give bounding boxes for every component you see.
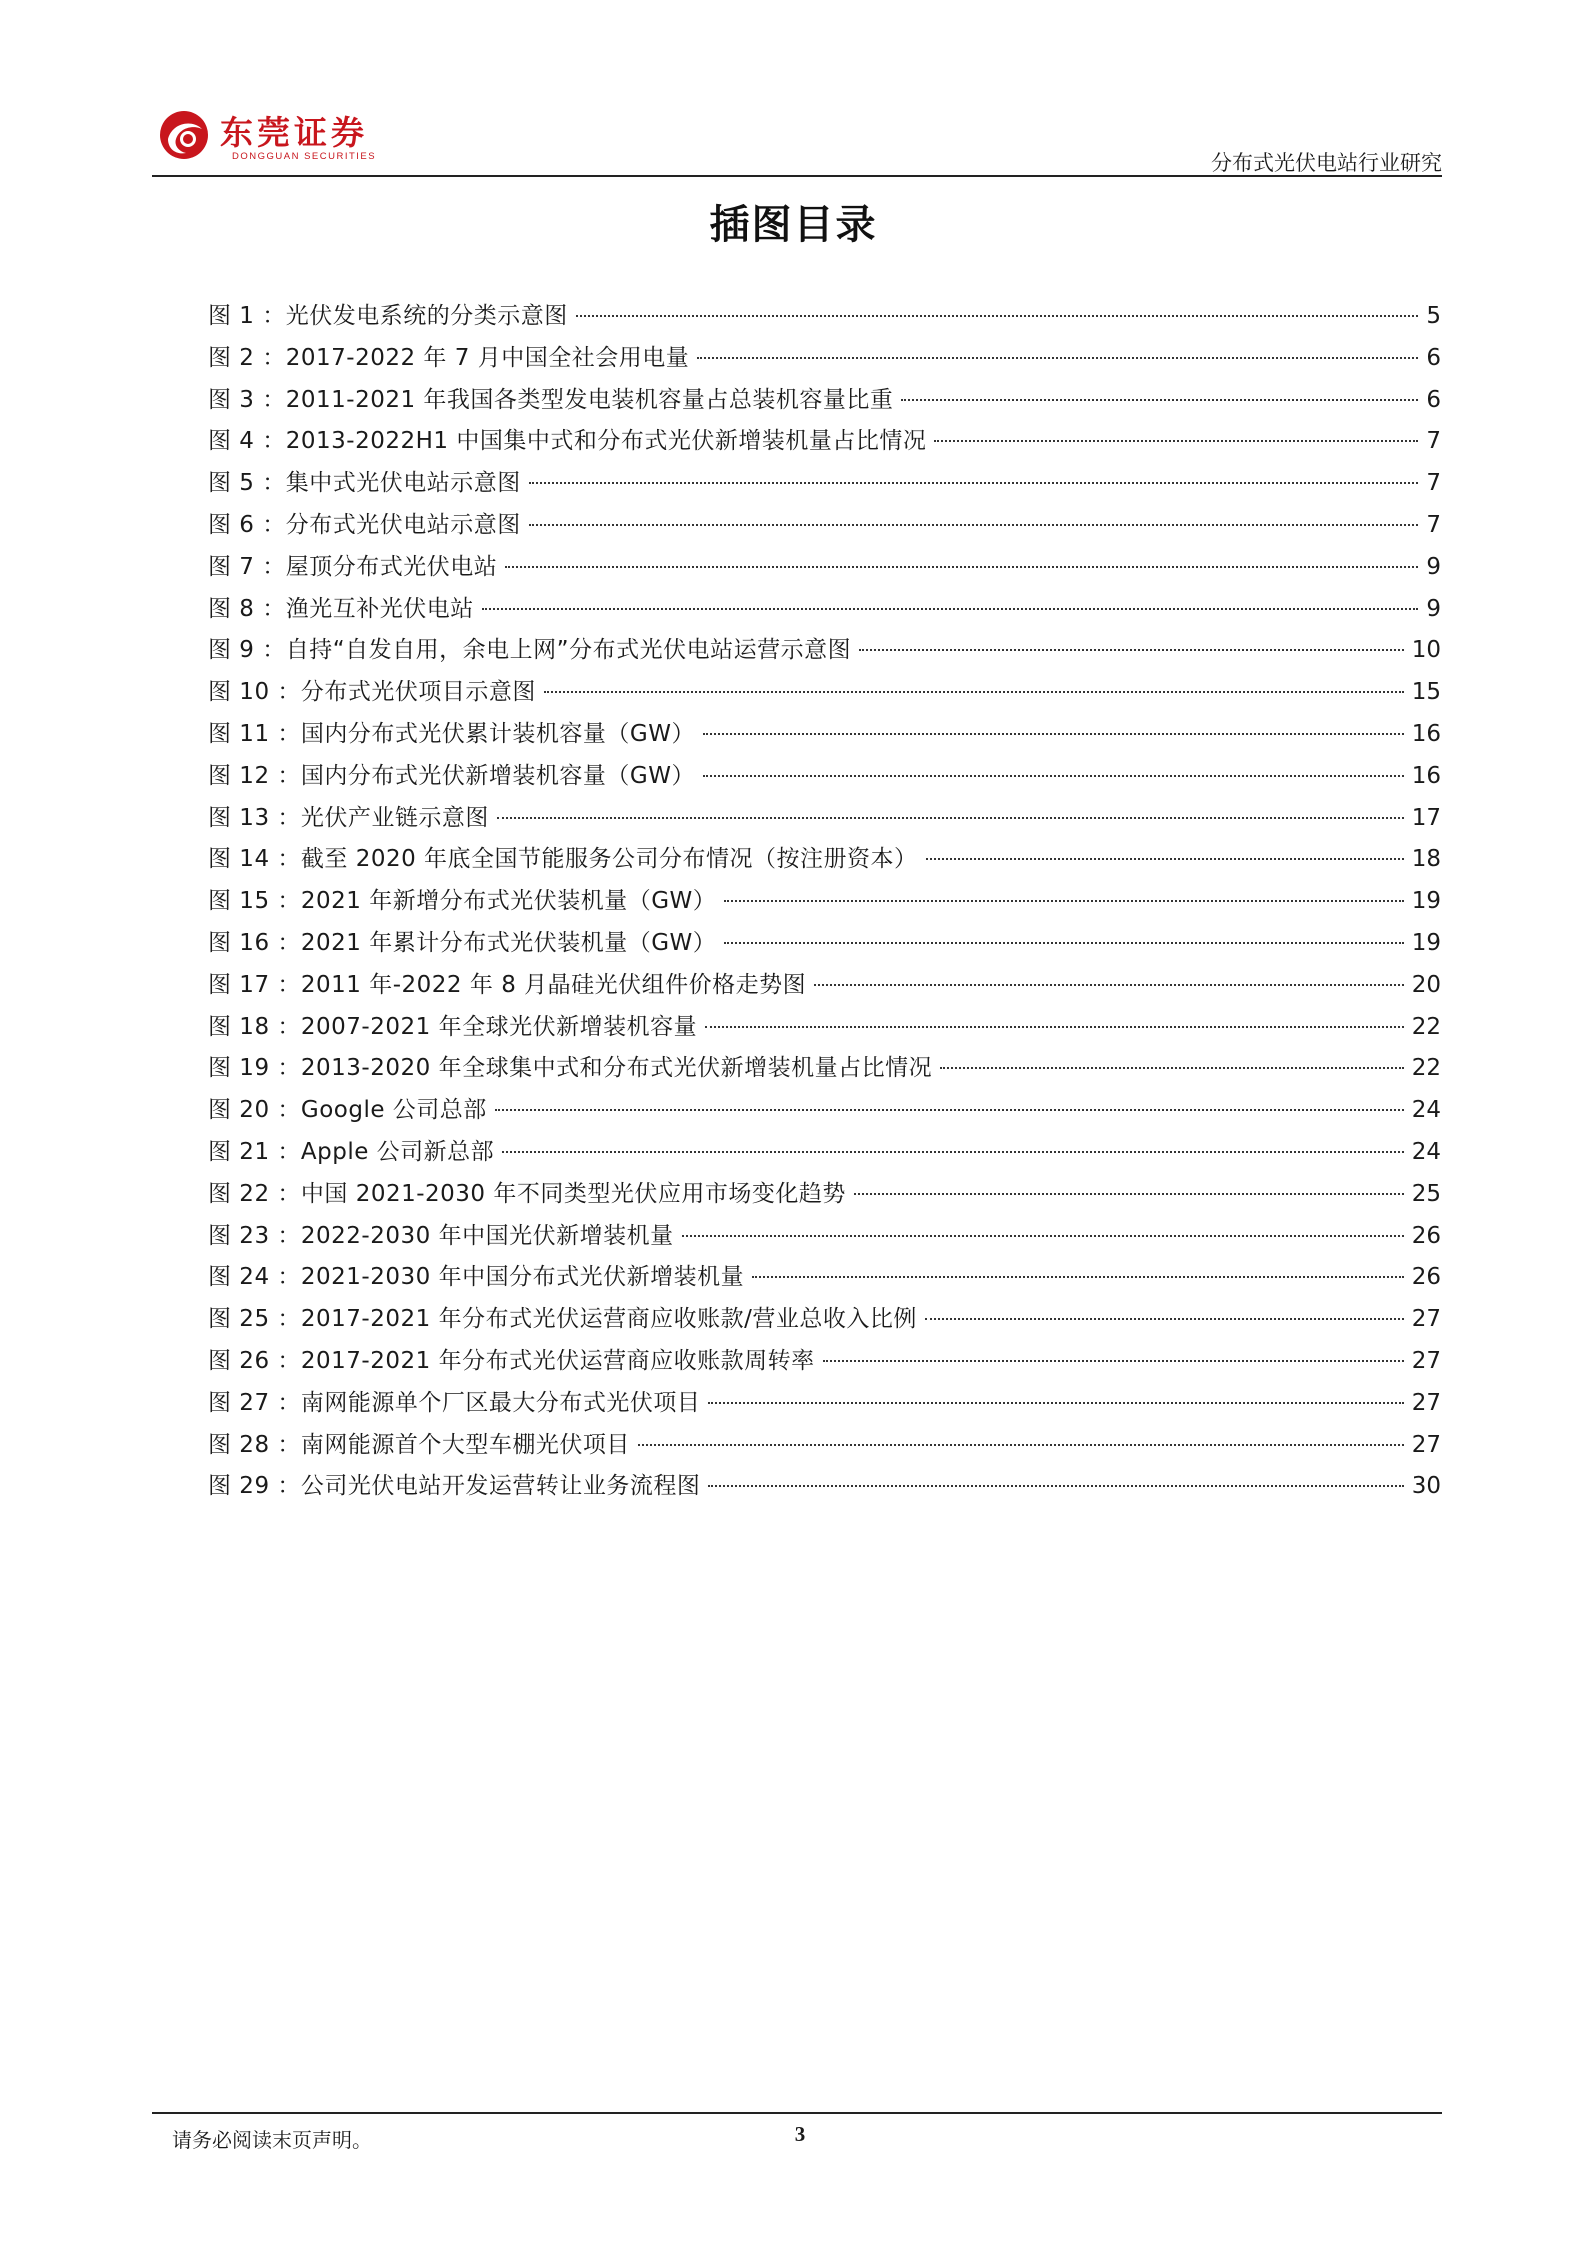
toc-entry-page-number[interactable]: 22 [1411,1055,1441,1082]
dot-leader [724,899,1403,902]
toc-entry[interactable] [208,421,1441,463]
dot-leader [544,690,1404,693]
toc-entry-label[interactable]: 图 20 ：Google 公司总部 [208,1097,487,1124]
toc-entry-page-number[interactable]: 19 [1411,888,1441,915]
toc-entry[interactable] [208,714,1441,756]
dot-leader [576,314,1419,317]
dot-leader [752,1275,1404,1278]
page-title: 插图目录 [709,202,878,248]
toc-entry[interactable] [208,547,1441,589]
dot-leader [638,1443,1404,1446]
toc-entry-label[interactable]: 图 29 ：公司光伏电站开发运营转让业务流程图 [208,1473,701,1500]
toc-entry-label[interactable]: 图 2 ：2017-2022 年 7 月中国全社会用电量 [208,344,690,371]
toc-entry[interactable] [208,672,1441,714]
dot-leader [502,1150,1404,1153]
dot-leader [703,774,1404,777]
toc-entry-label[interactable]: 图 24 ：2021-2030 年中国分布式光伏新增装机量 [208,1264,745,1291]
toc-entry-label[interactable]: 图 11 ：国内分布式光伏累计装机容量（GW） [208,720,695,747]
dot-leader [934,439,1418,442]
dot-leader [926,857,1404,860]
toc-entry-label[interactable]: 图 5 ：集中式光伏电站示意图 [208,470,521,497]
toc-entry-page-number[interactable]: 24 [1411,1097,1441,1124]
toc-entry-page-number[interactable]: 20 [1411,971,1441,998]
toc-entry-page-number[interactable]: 6 [1426,344,1441,371]
logo-chinese-name: 东莞证券 [220,113,368,152]
toc-entry[interactable] [208,296,1441,338]
toc-entry[interactable] [208,1007,1441,1049]
toc-entry-page-number[interactable]: 22 [1411,1013,1441,1040]
toc-entry[interactable] [208,923,1441,965]
toc-entry-label[interactable]: 图 7 ：屋顶分布式光伏电站 [208,553,498,580]
page-number: 3 [794,2122,806,2146]
toc-entry-label[interactable]: 图 28 ：南网能源首个大型车棚光伏项目 [208,1431,630,1458]
toc-entry-label[interactable]: 图 25 ：2017-2021 年分布式光伏运营商应收账款/营业总收入比例 [208,1306,917,1333]
toc-entry-label[interactable]: 图 17 ：2011 年-2022 年 8 月晶硅光伏组件价格走势图 [208,971,807,998]
toc-entry[interactable] [208,1299,1441,1341]
dot-leader [859,648,1404,651]
toc-entry-page-number[interactable]: 17 [1411,804,1441,831]
toc-entry-page-number[interactable]: 16 [1411,762,1441,789]
toc-entry-page-number[interactable]: 27 [1411,1306,1441,1333]
toc-entry[interactable] [208,380,1441,422]
toc-entry-label[interactable]: 图 23 ：2022-2030 年中国光伏新增装机量 [208,1222,674,1249]
dot-leader [697,356,1418,359]
toc-entry-label[interactable]: 图 19 ：2013-2020 年全球集中式和分布式光伏新增装机量占比情况 [208,1055,933,1082]
toc-entry-page-number[interactable]: 18 [1411,846,1441,873]
dot-leader [823,1359,1404,1362]
toc-entry[interactable] [208,1383,1441,1425]
toc-entry[interactable] [208,1090,1441,1132]
toc-entry[interactable] [208,589,1441,631]
toc-entry-page-number[interactable]: 5 [1426,303,1441,329]
toc-entry[interactable] [208,1425,1441,1467]
toc-entry[interactable] [208,839,1441,881]
dot-leader [854,1192,1404,1195]
toc-entry[interactable] [208,756,1441,798]
dot-leader [708,1401,1403,1404]
toc-entry-label[interactable]: 图 26 ：2017-2021 年分布式光伏运营商应收账款周转率 [208,1347,815,1374]
toc-entry-page-number[interactable]: 24 [1411,1138,1441,1165]
report-title: 分布式光伏电站行业研究 [1211,151,1442,175]
toc-entry-page-number[interactable]: 9 [1426,595,1441,622]
toc-entry-label[interactable]: 图 10 ：分布式光伏项目示意图 [208,679,536,706]
toc-entry-label[interactable]: 图 18 ：2007-2021 年全球光伏新增装机容量 [208,1013,698,1040]
figure-list [208,296,1441,1508]
dot-leader [497,816,1404,819]
logo-mark-icon [158,109,210,161]
dot-leader [724,941,1403,944]
toc-entry-label[interactable]: 图 14 ：截至 2020 年底全国节能服务公司分布情况（按注册资本） [208,846,918,873]
footer-divider [152,2112,1442,2114]
toc-entry-page-number[interactable]: 7 [1426,511,1441,538]
toc-entry-page-number[interactable]: 26 [1411,1264,1441,1291]
toc-entry[interactable] [208,798,1441,840]
toc-entry-label[interactable]: 图 21 ：Apple 公司新总部 [208,1138,495,1165]
toc-entry-label[interactable]: 图 15 ：2021 年新增分布式光伏装机量（GW） [208,888,717,915]
toc-entry-page-number[interactable]: 7 [1426,428,1441,455]
logo-english-name: DONGGUAN SECURITIES [232,151,377,162]
toc-entry-label[interactable]: 图 6 ：分布式光伏电站示意图 [208,511,521,538]
toc-entry-page-number[interactable]: 15 [1411,679,1441,706]
toc-entry[interactable] [208,881,1441,923]
toc-entry[interactable] [208,505,1441,547]
toc-entry[interactable] [208,965,1441,1007]
toc-entry-page-number[interactable]: 27 [1411,1347,1441,1374]
toc-entry[interactable] [208,1466,1441,1508]
dot-leader [529,481,1419,484]
toc-entry[interactable] [208,338,1441,380]
toc-entry-page-number[interactable]: 30 [1411,1473,1441,1500]
toc-entry-page-number[interactable]: 7 [1426,470,1441,497]
toc-entry[interactable] [208,1341,1441,1383]
dot-leader [682,1234,1404,1237]
toc-entry[interactable] [208,1174,1441,1216]
disclaimer-note: 请务必阅读末页声明。 [172,2128,372,2152]
toc-entry-page-number[interactable]: 27 [1411,1389,1441,1416]
toc-entry[interactable] [208,463,1441,505]
toc-entry[interactable] [208,630,1441,672]
toc-entry-label[interactable]: 图 12 ：国内分布式光伏新增装机容量（GW） [208,762,695,789]
toc-entry-page-number[interactable]: 25 [1411,1180,1441,1207]
company-logo [152,105,392,167]
toc-entry-label[interactable]: 图 22 ：中国 2021-2030 年不同类型光伏应用市场变化趋势 [208,1180,846,1207]
dot-leader [940,1066,1404,1069]
page-header [152,105,1442,181]
dot-leader [505,565,1418,568]
dot-leader [482,607,1419,610]
dot-leader [705,1025,1404,1028]
toc-entry[interactable] [208,1132,1441,1174]
dot-leader [529,523,1419,526]
dot-leader [925,1317,1404,1320]
toc-entry-page-number[interactable]: 26 [1411,1222,1441,1249]
dot-leader [703,732,1404,735]
toc-entry-page-number[interactable]: 16 [1411,720,1441,747]
toc-entry-page-number[interactable]: 10 [1411,637,1441,664]
toc-entry-label[interactable]: 图 8 ：渔光互补光伏电站 [208,595,474,622]
toc-entry-page-number[interactable]: 9 [1426,553,1441,580]
toc-entry-page-number[interactable]: 27 [1411,1431,1441,1458]
toc-entry-label[interactable]: 图 16 ：2021 年累计分布式光伏装机量（GW） [208,929,717,956]
toc-entry-label[interactable]: 图 3 ：2011-2021 年我国各类型发电装机容量占总装机容量比重 [208,386,894,413]
toc-entry-page-number[interactable]: 6 [1426,386,1441,413]
header-divider [152,175,1442,177]
toc-entry-label[interactable]: 图 27 ：南网能源单个厂区最大分布式光伏项目 [208,1389,701,1416]
dot-leader [814,983,1404,986]
toc-entry-label[interactable]: 图 9 ：自持“自发自用，余电上网”分布式光伏电站运营示意图 [208,637,852,664]
toc-entry-label[interactable]: 图 13 ：光伏产业链示意图 [208,804,489,831]
dot-leader [708,1484,1403,1487]
toc-entry[interactable] [208,1257,1441,1299]
dot-leader [901,398,1418,401]
toc-entry-label[interactable]: 图 1 ：光伏发电系统的分类示意图 [208,303,568,329]
toc-entry[interactable] [208,1048,1441,1090]
toc-entry-label[interactable]: 图 4 ：2013-2022H1 中国集中式和分布式光伏新增装机量占比情况 [208,428,927,455]
toc-entry[interactable] [208,1216,1441,1258]
dot-leader [495,1108,1404,1111]
toc-entry-page-number[interactable]: 19 [1411,929,1441,956]
